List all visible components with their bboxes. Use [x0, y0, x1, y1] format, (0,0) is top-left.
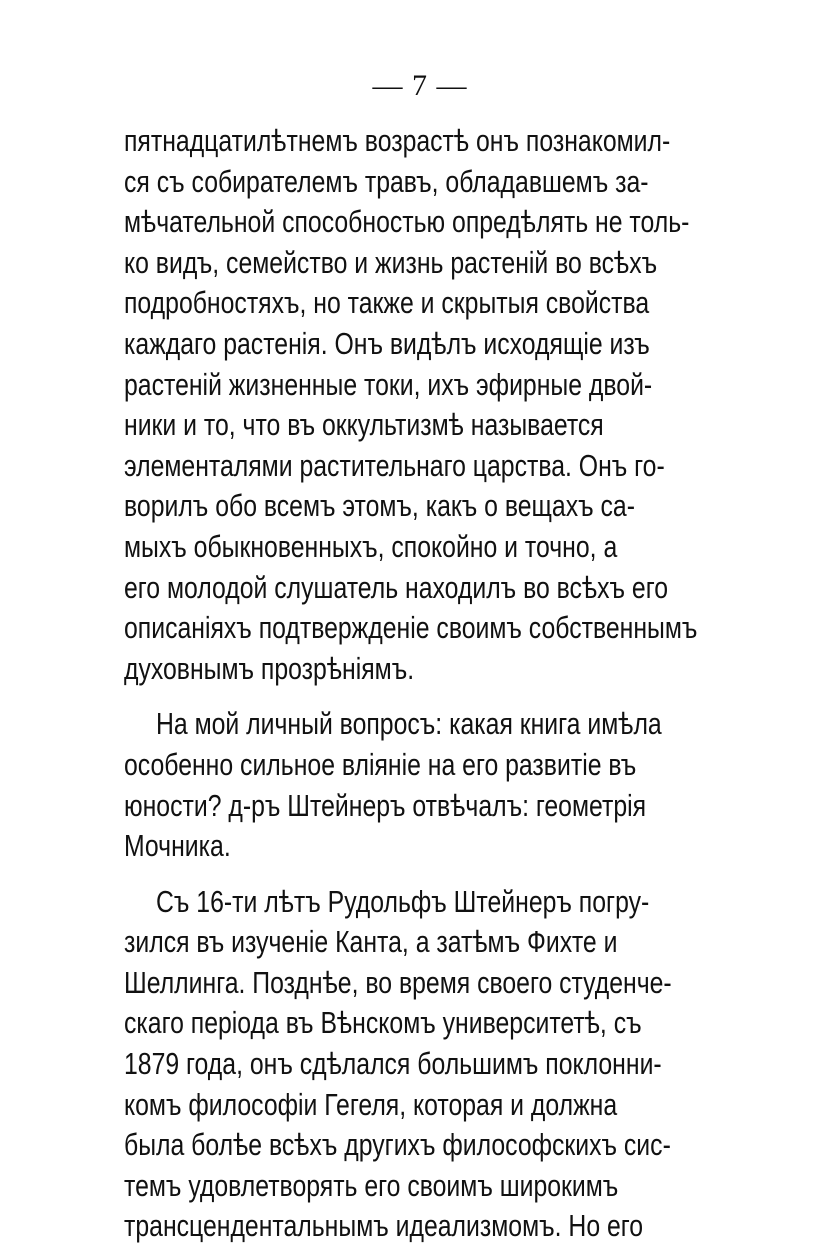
- text-line: растеній жизненные токи, ихъ эфирные двой-: [124, 366, 653, 402]
- text-line: мыхъ обыкновенныхъ, спокойно и точно, а: [124, 528, 618, 564]
- text-line: На мой личный вопросъ: какая книга имѣла: [156, 706, 662, 742]
- text-line: ко видъ, семейство и жизнь растеній во всѣхъ: [124, 244, 658, 280]
- text-line: ся съ собирателемъ травъ, обладавшемъ за-: [124, 163, 649, 199]
- text-line: юности? д-ръ Штейнеръ отвѣчалъ: геометрія: [124, 787, 647, 823]
- text-line: трансцендентальнымъ идеализмомъ. Но его: [124, 1208, 644, 1244]
- text-line: духовнымъ прозрѣніямъ.: [124, 650, 415, 686]
- text-line: подробностяхъ, но также и скрытыя свойства: [124, 285, 650, 321]
- paragraph-3: [124, 882, 744, 1247]
- text-line: скаго періода въ Вѣнскомъ университетѣ, съ: [124, 1005, 642, 1041]
- text-line: элементалями растительнаго царства. Онъ го-: [124, 447, 665, 483]
- text-line: ники и то, что въ оккультизмѣ называется: [124, 407, 604, 443]
- paragraph-1: [124, 121, 744, 689]
- text-line: описаніяхъ подтвержденіе своимъ собственнымъ: [124, 610, 698, 646]
- text-line: темъ удовлетворять его своимъ широкимъ: [124, 1167, 619, 1203]
- page-number: — 7 —: [372, 69, 468, 102]
- paragraph-2: [124, 704, 744, 866]
- body-text: [124, 121, 744, 1247]
- text-line: Шеллинга. Позднѣе, во время своего студенче-: [124, 964, 672, 1000]
- text-line: зился въ изученіе Канта, а затѣмъ Фихте и: [124, 924, 618, 960]
- text-line: Съ 16-ти лѣтъ Рудольфъ Штейнеръ погру-: [156, 883, 650, 919]
- text-line: комъ философіи Гегеля, которая и должна: [124, 1086, 618, 1122]
- text-line: Мочника.: [124, 828, 231, 864]
- text-line: была болѣе всѣхъ другихъ философскихъ сис-: [124, 1127, 671, 1163]
- text-line: особенно сильное вліяніе на его развитіе въ: [124, 746, 637, 782]
- text-line: ворилъ обо всемъ этомъ, какъ о вещахъ са-: [124, 488, 635, 524]
- text-line: мѣчательной способностью опредѣлять не толь-: [124, 204, 690, 240]
- text-line: 1879 года, онъ сдѣлался большимъ поклонни-: [124, 1046, 662, 1082]
- text-line: пятнадцатилѣтнемъ возрастѣ онъ познакомил-: [124, 123, 671, 158]
- text-line: его молодой слушатель находилъ во всѣхъ его: [124, 569, 669, 605]
- text-line: каждаго растенія. Онъ видѣлъ исходящіе изъ: [124, 325, 650, 361]
